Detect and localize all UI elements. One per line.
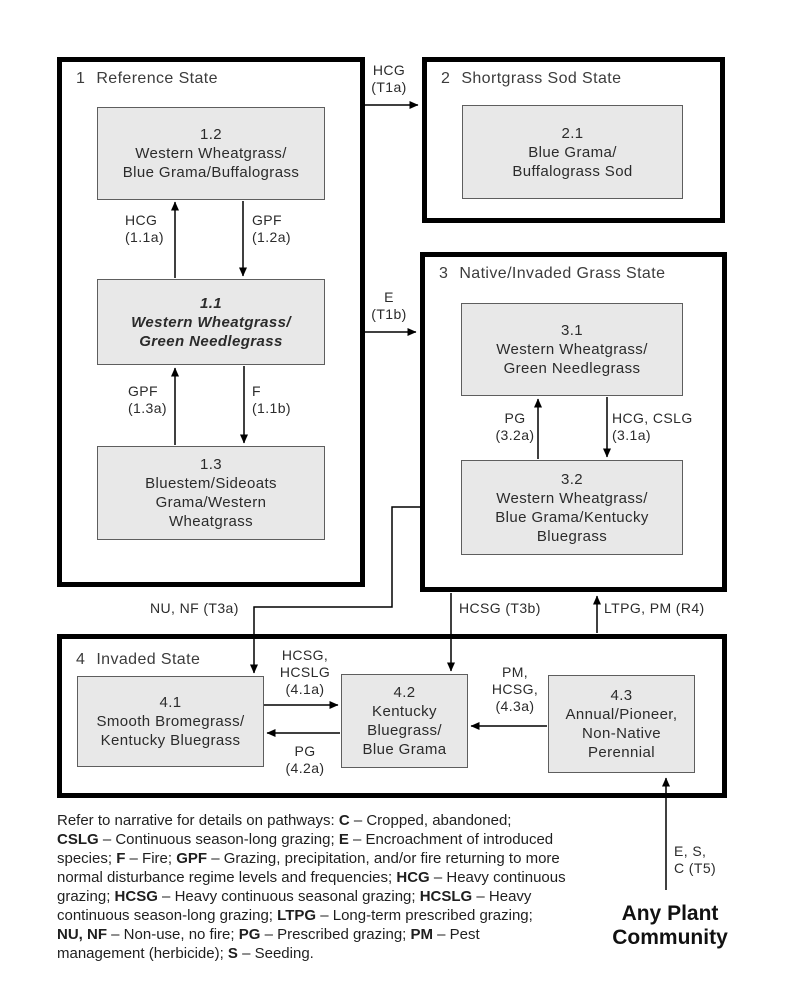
pathway-label-1-1a: HCG (1.1a) — [125, 212, 164, 245]
transition-label-t5: E, S, C (T5) — [674, 843, 717, 876]
pathway-legend: Refer to narrative for details on pathways: C – Cropped, abandoned; CSLG – Continuous season-long grazing; E – Encroachment of introduced species; F – Fire; GPF – Grazing, precipitation, and/or fire returning to more normal disturbance regime levels and frequencies; HCG – Heavy continuous grazing; HCSG – Heavy continuous seasonal grazing; HCSLG – Heavy continuous season-long grazing; LTPG – Long-term prescribed grazing; NU, NF – Non-use, no fire; PG – Prescribed grazing; PM – Pest management (herbicide); S – Seeding. — [57, 812, 566, 962]
state-1-title — [76, 70, 218, 88]
community-1-3: 1.3 Bluestem/Sideoats Grama/Western Wheatgrass — [97, 446, 325, 540]
community-1-2: 1.2 Western Wheatgrass/ Blue Grama/Buffalograss — [97, 107, 325, 200]
community-4-1: 4.1 Smooth Bromegrass/ Kentucky Bluegrass — [77, 676, 264, 767]
pathway-label-3-1a: HCG, CSLG (3.1a) — [612, 410, 693, 443]
state-2-number: 2 — [441, 70, 451, 87]
pathway-label-1-2a: GPF (1.2a) — [252, 212, 291, 245]
state-4-name: Invaded State — [96, 651, 201, 668]
state-4-number: 4 — [76, 651, 86, 668]
pathway-label-1-3a: GPF (1.3a) — [128, 383, 167, 416]
community-4-2: 4.2 Kentucky Bluegrass/ Blue Grama — [341, 674, 468, 768]
transition-label-t3a: NU, NF (T3a) — [150, 600, 239, 616]
transition-label-t3b: HCSG (T3b) — [459, 600, 541, 616]
state-2-title — [441, 70, 621, 88]
community-2-1: 2.1 Blue Grama/ Buffalograss Sod — [462, 105, 683, 199]
state-2-name: Shortgrass Sod State — [461, 70, 622, 87]
state-4-title — [76, 651, 200, 669]
pathway-label-4-1a: HCSG, HCSLG (4.1a) — [279, 647, 331, 697]
community-3-1: 3.1 Western Wheatgrass/ Green Needlegrass — [461, 303, 683, 396]
state-3-number: 3 — [439, 265, 449, 282]
community-3-2: 3.2 Western Wheatgrass/ Blue Grama/Kentucky Bluegrass — [461, 460, 683, 555]
transition-label-t1b: E (T1b) — [371, 289, 407, 322]
pathway-label-3-2a: PG (3.2a) — [495, 410, 535, 443]
community-4-3: 4.3 Annual/Pioneer, Non-Native Perennial — [548, 675, 695, 773]
state-3-name: Native/Invaded Grass State — [459, 265, 666, 282]
state-1-number: 1 — [76, 70, 86, 87]
restoration-label-r4: LTPG, PM (R4) — [604, 600, 705, 616]
pathway-label-4-3a: PM, HCSG, (4.3a) — [491, 664, 539, 714]
pathway-label-1-1b: F (1.1b) — [252, 383, 291, 416]
pathway-label-4-2a: PG (4.2a) — [285, 743, 325, 776]
community-1-1: 1.1 Western Wheatgrass/ Green Needlegrass — [97, 279, 325, 365]
any-plant-community-label: Any Plant Community — [612, 902, 728, 949]
state-1-name: Reference State — [96, 70, 218, 87]
transition-label-t1a: HCG (T1a) — [371, 62, 407, 95]
state-3-title — [439, 265, 665, 283]
